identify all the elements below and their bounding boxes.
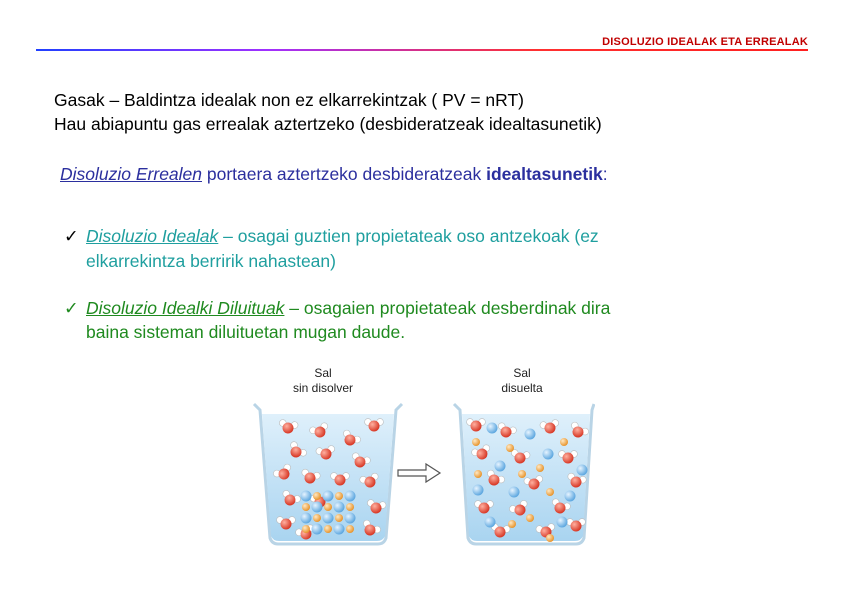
chloride-ion: [543, 449, 554, 460]
left-beaker: [254, 404, 402, 544]
right-beaker: [454, 404, 594, 544]
intro-line-1: Gasak – Baldintza idealak non ez elkarrekintzak ( PV = nRT): [54, 90, 524, 110]
chloride-ion: [323, 513, 334, 524]
chloride-ion: [509, 487, 520, 498]
bullet-diluted-text-2: baina sisteman diluituetan mugan daude.: [86, 322, 406, 342]
left-label-line-2: sin disolver: [292, 381, 354, 395]
statement-middle: portaera aztertzeko desbideratzeak: [202, 164, 487, 184]
sodium-ion: [313, 514, 321, 522]
sodium-ion: [313, 492, 321, 500]
chloride-ion: [345, 513, 356, 524]
check-icon: ✓: [64, 298, 79, 318]
chloride-ion: [312, 524, 323, 535]
chloride-ion: [334, 524, 345, 535]
chloride-ion: [345, 491, 356, 502]
sodium-ion: [508, 520, 516, 528]
chloride-ion: [495, 461, 506, 472]
salt-dissolution-figure: [250, 362, 595, 552]
sodium-ion: [302, 503, 310, 511]
sodium-ion: [472, 438, 480, 446]
chloride-ion: [487, 423, 498, 434]
sodium-ion: [518, 470, 526, 478]
chloride-ion: [485, 517, 496, 528]
statement-end: :: [602, 164, 608, 184]
statement-bold: idealtasunetik: [486, 164, 603, 184]
sodium-ion: [346, 503, 354, 511]
intro-line-2: Hau abiapuntu gas errealak aztertzeko (desbideratzeak idealtasunetik): [54, 114, 602, 134]
left-label-line-1: Sal: [314, 366, 332, 380]
bullet-ideal-text: – osagai guztien propietateak oso antzekoak (ez: [218, 226, 599, 246]
sodium-ion: [474, 470, 482, 478]
bullet-diluted-text: – osagaien propietateak desberdinak dira: [284, 298, 611, 318]
header-title: DISOLUZIO IDEALAK ETA ERREALAK: [602, 36, 808, 48]
chloride-ion: [473, 485, 484, 496]
chloride-ion: [334, 502, 345, 513]
check-icon: ✓: [64, 226, 79, 246]
bullet-ideal-term: Disoluzio Idealak: [86, 226, 219, 246]
sodium-ion: [346, 525, 354, 533]
sodium-ion: [324, 525, 332, 533]
sodium-ion: [536, 464, 544, 472]
sodium-ion: [324, 503, 332, 511]
chloride-ion: [312, 502, 323, 513]
arrow-right-icon: [398, 464, 440, 482]
beakers-illustration: [250, 362, 595, 552]
sodium-ion: [526, 514, 534, 522]
chloride-ion: [301, 513, 312, 524]
bullet-ideal-text-2: elkarrekintza berririk nahastean): [86, 251, 336, 271]
bullet-diluted-term: Disoluzio Idealki Diluituak: [86, 298, 285, 318]
chloride-ion: [557, 517, 568, 528]
statement-term: Disoluzio Errealen: [60, 164, 203, 184]
sodium-ion: [546, 488, 554, 496]
header-rule: [36, 49, 808, 51]
statement: [60, 164, 608, 185]
sodium-ion: [546, 534, 554, 542]
sodium-ion: [335, 514, 343, 522]
chloride-ion: [323, 491, 334, 502]
chloride-ion: [577, 465, 588, 476]
right-label-line-2: disuelta: [501, 381, 543, 395]
sodium-ion: [506, 444, 514, 452]
bullet-ideal: [64, 226, 599, 247]
bullet-diluted: [64, 298, 610, 319]
right-label-line-1: Sal: [513, 366, 531, 380]
chloride-ion: [301, 491, 312, 502]
sodium-ion: [335, 492, 343, 500]
chloride-ion: [525, 429, 536, 440]
sodium-ion: [560, 438, 568, 446]
sodium-ion: [302, 525, 310, 533]
chloride-ion: [565, 491, 576, 502]
